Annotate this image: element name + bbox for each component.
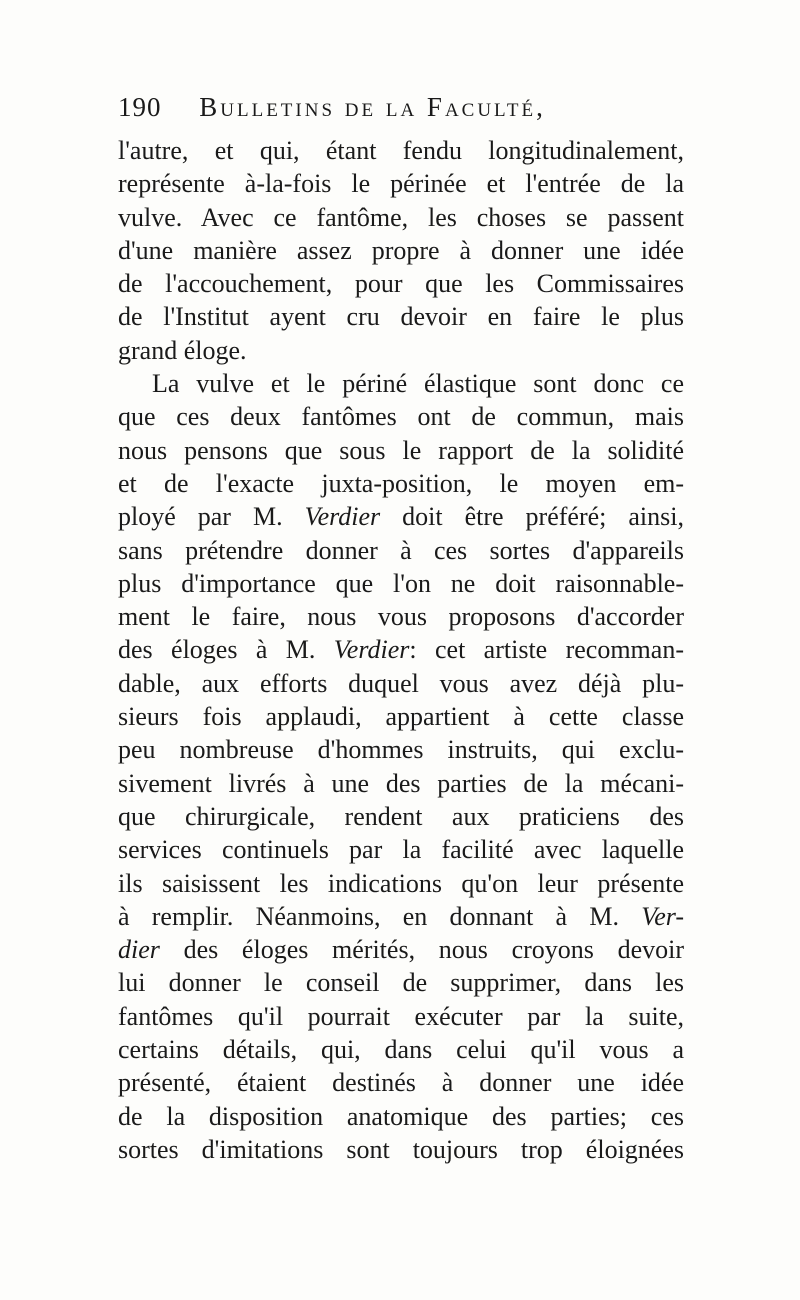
text-line: de l'Institut ayent cru devoir en faire le plus xyxy=(118,302,684,332)
text-line: de l'accouchement, pour que les Commissaires xyxy=(118,269,684,299)
text-line: services continuels par la facilité avec laquelle xyxy=(118,835,684,865)
text-line: certains détails, qui, dans celui qu'il vous a xyxy=(118,1035,684,1065)
text-line: dier des éloges mérités, nous croyons devoir xyxy=(118,935,684,965)
text-line: sivement livrés à une des parties de la mécani- xyxy=(118,768,684,798)
text-line: nous pensons que sous le rapport de la solidité xyxy=(118,435,684,465)
text-line: représente à-la-fois le périnée et l'entrée de la xyxy=(118,169,684,199)
text-line: sortes d'imitations sont toujours trop éloignées xyxy=(118,1134,684,1164)
text-line: et de l'exacte juxta-position, le moyen em- xyxy=(118,468,684,498)
text-line: présenté, étaient destinés à donner une idée xyxy=(118,1068,684,1098)
text-line: vulve. Avec ce fantôme, les choses se passent xyxy=(118,202,684,232)
page-number: 190 xyxy=(118,92,162,122)
text-line: que ces deux fantômes ont de commun, mais xyxy=(118,402,684,432)
text-line: plus d'importance que l'on ne doit raisonnable- xyxy=(118,568,684,598)
text-line: fantômes qu'il pourrait exécuter par la suite, xyxy=(118,1001,684,1031)
text-line: ment le faire, nous vous proposons d'accorder xyxy=(118,602,684,632)
text-line: La vulve et le périné élastique sont donc ce xyxy=(152,369,684,399)
running-title: Bulletins de la Faculté, xyxy=(199,92,546,122)
text-line: l'autre, et qui, étant fendu longitudinalement, xyxy=(118,136,684,165)
text-line: sieurs fois applaudi, appartient à cette classe xyxy=(118,702,684,732)
body-text xyxy=(118,134,684,1166)
text-line: peu nombreuse d'hommes instruits, qui exclu- xyxy=(118,735,684,765)
text-line: dable, aux efforts duquel vous avez déjà plu- xyxy=(118,668,684,698)
text-line: d'une manière assez propre à donner une idée xyxy=(118,235,684,265)
text-line: sans prétendre donner à ces sortes d'appareils xyxy=(118,535,684,565)
text-line: grand éloge. xyxy=(118,335,247,365)
text-line: que chirurgicale, rendent aux praticiens des xyxy=(118,801,684,831)
text-line: à remplir. Néanmoins, en donnant à M. Ver- xyxy=(118,901,684,931)
text-line: ployé par M. Verdier doit être préféré; ainsi, xyxy=(118,502,684,532)
text-line: de la disposition anatomique des parties; ces xyxy=(118,1101,684,1131)
text-line: des éloges à M. Verdier: cet artiste recomman- xyxy=(118,635,684,665)
text-line: ils saisissent les indications qu'on leur présente xyxy=(118,868,684,898)
text-line: lui donner le conseil de supprimer, dans les xyxy=(118,968,684,998)
running-head xyxy=(118,92,688,132)
